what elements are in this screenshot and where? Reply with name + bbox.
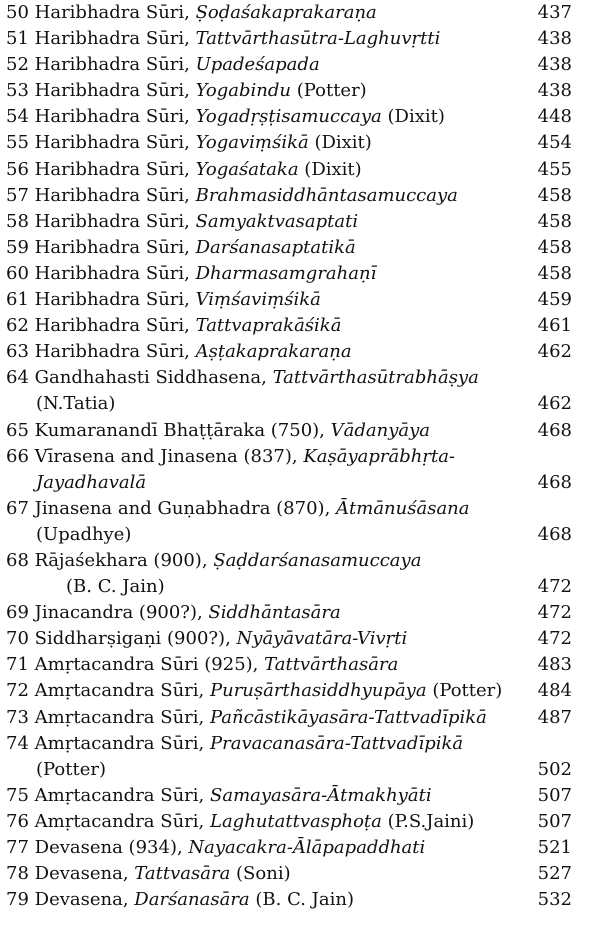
entry-title: Jayadhavalā (36, 471, 147, 493)
entry-author: Haribhadra Sūri, (34, 341, 196, 363)
contents-entry (0, 183, 600, 209)
entry-title: Yogadṛṣṭisamuccaya (195, 106, 382, 128)
entry-author: Haribhadra Sūri, (34, 236, 196, 258)
entry-author: Haribhadra Sūri, (34, 210, 196, 232)
entry-line (0, 574, 600, 600)
entry-line (0, 444, 600, 470)
entry-author: (Upadhye) (36, 523, 132, 545)
page-number: 458 (537, 236, 572, 258)
entry-line (0, 731, 600, 757)
page-number: 484 (537, 680, 572, 702)
entry-number: 65 (6, 419, 29, 441)
page-number: 468 (537, 523, 572, 545)
contents-entry (0, 444, 600, 496)
entry-note: (P.S.Jaini) (381, 810, 475, 832)
contents-entry (0, 235, 600, 261)
entry-author: (Potter) (36, 758, 106, 780)
entry-line (0, 835, 600, 861)
entry-number: 53 (6, 80, 29, 102)
entry-number: 77 (6, 837, 29, 858)
entry-line (0, 104, 600, 130)
entry-author: Amṛtacandra Sūri, (34, 784, 210, 806)
entry-author: Haribhadra Sūri, (34, 28, 196, 50)
entry-number: 61 (6, 289, 29, 311)
entry-number: 57 (6, 184, 29, 206)
entry-line (0, 522, 600, 548)
entry-author: (N.Tatia) (36, 393, 116, 415)
page-number: 472 (537, 628, 572, 650)
entry-line (0, 861, 600, 887)
contents-entry (0, 104, 600, 130)
entry-number: 64 (6, 367, 29, 389)
entry-number: 58 (6, 210, 29, 232)
entry-title: Aṣṭakaprakaraṇa (195, 341, 352, 363)
entry-author: Kumaranandī Bhaṭṭāraka (750), (34, 419, 331, 441)
entry-line (0, 130, 600, 156)
entry-number: 67 (6, 497, 29, 519)
page-number: 461 (537, 315, 572, 337)
contents-entry (0, 287, 600, 313)
entry-title: Upadeśapada (195, 54, 320, 76)
contents-entry (0, 261, 600, 287)
entry-line (0, 548, 600, 574)
entry-author: Haribhadra Sūri, (34, 289, 196, 311)
entry-number: 74 (6, 732, 29, 754)
page-number: 532 (537, 889, 572, 911)
page-number: 458 (537, 262, 572, 284)
entry-number: 52 (6, 54, 29, 76)
entry-number: 73 (6, 706, 29, 728)
entry-number: 59 (6, 236, 29, 258)
page-number: 438 (537, 80, 572, 102)
page-number: 448 (537, 106, 572, 128)
contents-entry (0, 78, 600, 104)
entry-line (0, 0, 600, 26)
entry-line (0, 157, 600, 183)
entry-title: Tattvaprakāśikā (195, 315, 342, 337)
entry-line (0, 365, 600, 391)
entry-title: Tattvasāra (134, 863, 231, 885)
entry-author: Haribhadra Sūri, (34, 132, 196, 154)
entry-line (0, 52, 600, 78)
contents-entry (0, 52, 600, 78)
page-number: 521 (537, 837, 572, 858)
entry-title: Ātmānuśāsana (336, 497, 470, 519)
entry-line (0, 600, 600, 626)
entry-author: Haribhadra Sūri, (34, 184, 196, 206)
entry-title: Ṣoḍaśakaprakaraṇa (195, 2, 377, 23)
entry-number: 68 (6, 549, 29, 571)
entry-title: Samayasāra-Ātmakhyāti (210, 784, 432, 806)
entry-title: Nayacakra-Ālāpapaddhati (188, 837, 426, 858)
entry-note: (Potter) (291, 80, 367, 102)
entry-title: Samyaktvasaptati (195, 210, 359, 232)
entry-author: Haribhadra Sūri, (34, 80, 196, 102)
entry-number: 60 (6, 262, 29, 284)
entry-line (0, 809, 600, 835)
entry-number: 69 (6, 602, 29, 624)
entry-line (0, 235, 600, 261)
entry-title: Tattvārthasūtra-Laghuvṛtti (195, 28, 441, 50)
page-number: 462 (537, 393, 572, 415)
entry-author: Amṛtacandra Sūri, (34, 706, 210, 728)
entry-author: Devasena (934), (34, 837, 189, 858)
entry-line (0, 887, 600, 913)
entry-line (0, 757, 600, 783)
entry-title: Laghutattvasphoṭa (210, 810, 382, 832)
entry-line (0, 496, 600, 522)
entry-line (0, 287, 600, 313)
entry-note: (Potter) (426, 680, 503, 702)
entry-line (0, 391, 600, 417)
contents-entry (0, 731, 600, 783)
entry-note: (Soni) (230, 863, 291, 885)
contents-entry (0, 809, 600, 835)
page-number: 462 (537, 341, 572, 363)
entry-author: Gandhahasti Siddhasena, (34, 367, 273, 389)
entry-author: Jinacandra (900?), (34, 602, 209, 624)
entry-number: 54 (6, 106, 29, 128)
contents-entry (0, 783, 600, 809)
entry-title: Yogabindu (195, 80, 291, 102)
entry-title: Tattvārthasāra (264, 654, 399, 676)
entry-author: Amṛtacandra Sūri, (34, 732, 210, 754)
page-number: 527 (537, 863, 572, 885)
contents-entry (0, 496, 600, 548)
entry-author: Haribhadra Sūri, (34, 262, 196, 284)
page-number: 438 (537, 28, 572, 50)
entry-title: Puruṣārthasiddhyupāya (210, 680, 427, 702)
entry-number: 76 (6, 810, 29, 832)
entry-line (0, 26, 600, 52)
entry-line (0, 652, 600, 678)
entry-line (0, 678, 600, 704)
entry-number: 62 (6, 315, 29, 337)
entry-title: Ṣaḍdarśanasamuccaya (213, 549, 422, 571)
entry-number: 70 (6, 628, 29, 650)
page-number: 483 (537, 654, 572, 676)
entry-note: (Dixit) (298, 158, 362, 180)
entry-author: Amṛtacandra Sūri, (34, 680, 210, 702)
entry-author: Amṛtacandra Sūri, (34, 810, 210, 832)
page-number: 438 (537, 54, 572, 76)
entry-title: Dharmasamgrahaṇī (195, 262, 377, 284)
entry-line (0, 183, 600, 209)
contents-entry (0, 626, 600, 652)
contents-entry (0, 652, 600, 678)
contents-entry (0, 835, 600, 861)
entry-line (0, 470, 600, 496)
entry-title: Kaṣāyaprābhṛta- (303, 445, 456, 467)
entry-author: Devasena, (34, 863, 135, 885)
page-number: 454 (537, 132, 572, 154)
contents-entry (0, 887, 600, 913)
contents-entry (0, 365, 600, 417)
entry-title: Brahmasiddhāntasamuccaya (195, 184, 458, 206)
entry-line (0, 78, 600, 104)
page-number: 472 (537, 602, 572, 624)
contents-entry (0, 705, 600, 731)
contents-entry (0, 548, 600, 600)
entry-title: Tattvārthasūtrabhāṣya (272, 367, 479, 389)
entry-author: Vīrasena and Jinasena (837), (34, 445, 304, 467)
entry-author: Rājaśekhara (900), (34, 549, 214, 571)
entry-author: Siddharṣigaṇi (900?), (34, 628, 237, 650)
entry-title: Siddhāntasāra (208, 602, 341, 624)
entry-number: 72 (6, 680, 29, 702)
contents-entry (0, 339, 600, 365)
page-number: 458 (537, 210, 572, 232)
contents-entry (0, 130, 600, 156)
entry-title: Yogaviṃśikā (195, 132, 309, 154)
page-number: 507 (537, 784, 572, 806)
entry-author: Jinasena and Guṇabhadra (870), (34, 497, 337, 519)
entry-title: Darśanasāra (134, 889, 250, 911)
contents-entry (0, 861, 600, 887)
contents-entry (0, 26, 600, 52)
contents-entry (0, 157, 600, 183)
entry-author: Haribhadra Sūri, (34, 158, 196, 180)
entry-author: Haribhadra Sūri, (34, 106, 196, 128)
page-number: 437 (537, 2, 572, 23)
entry-number: 71 (6, 654, 29, 676)
entry-note: (Dixit) (381, 106, 445, 128)
entry-line (0, 705, 600, 731)
entry-number: 79 (6, 889, 29, 911)
contents-entry (0, 209, 600, 235)
entry-title: Darśanasaptatikā (195, 236, 356, 258)
entry-line (0, 626, 600, 652)
entry-note: (Dixit) (308, 132, 372, 154)
entry-title: Yogaśataka (195, 158, 299, 180)
entry-author: Devasena, (34, 889, 135, 911)
entry-author: Haribhadra Sūri, (34, 2, 196, 23)
entry-line (0, 261, 600, 287)
entry-number: 55 (6, 132, 29, 154)
entry-title: Viṃśaviṃśikā (195, 289, 321, 311)
entry-number: 75 (6, 784, 29, 806)
entry-title: Vādanyāya (330, 419, 431, 441)
page-number: 487 (537, 706, 572, 728)
page-number: 468 (537, 419, 572, 441)
entry-number: 50 (6, 2, 29, 23)
contents-entry (0, 678, 600, 704)
entry-number: 66 (6, 445, 29, 467)
page-number: 472 (537, 576, 572, 598)
contents-entry (0, 313, 600, 339)
entry-note: (B. C. Jain) (249, 889, 354, 911)
page-number: 458 (537, 184, 572, 206)
entry-line (0, 313, 600, 339)
entry-line (0, 209, 600, 235)
entry-number: 56 (6, 158, 29, 180)
contents-entry (0, 418, 600, 444)
page-number: 502 (537, 758, 572, 780)
entry-number: 51 (6, 28, 29, 50)
contents-entry (0, 0, 600, 26)
entry-author: Haribhadra Sūri, (34, 54, 196, 76)
entry-line (0, 418, 600, 444)
contents-entry (0, 600, 600, 626)
entry-number: 63 (6, 341, 29, 363)
entry-line (0, 339, 600, 365)
page-number: 468 (537, 471, 572, 493)
page-number: 507 (537, 810, 572, 832)
entry-author: Amṛtacandra Sūri (925), (34, 654, 265, 676)
entry-author: (B. C. Jain) (66, 576, 165, 598)
page-number: 455 (537, 158, 572, 180)
entry-title: Pañcāstikāyasāra-Tattvadīpikā (210, 706, 487, 728)
entry-title: Nyāyāvatāra-Vivṛti (236, 628, 408, 650)
entry-author: Haribhadra Sūri, (34, 315, 196, 337)
entry-line (0, 783, 600, 809)
entry-number: 78 (6, 863, 29, 885)
page-number: 459 (537, 289, 572, 311)
entry-title: Pravacanasāra-Tattvadīpikā (210, 732, 464, 754)
